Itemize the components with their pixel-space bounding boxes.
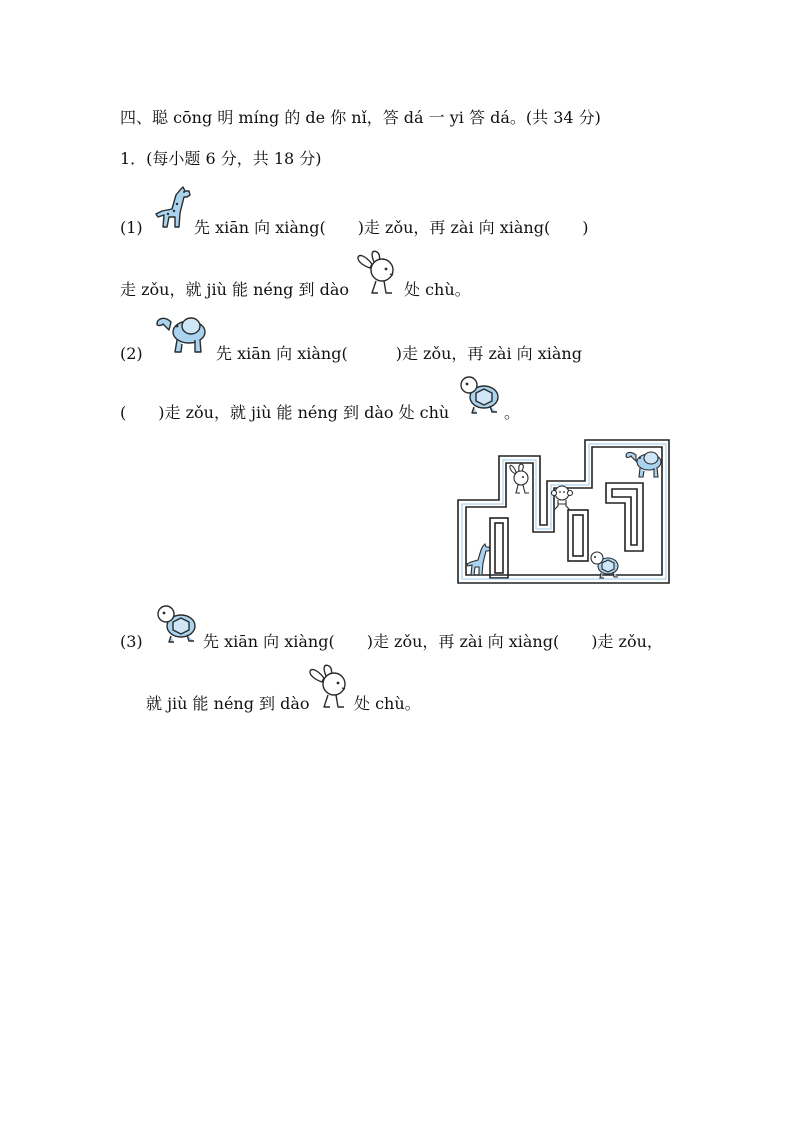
turtle-icon — [589, 551, 621, 579]
q1-text-a: 先 xiān 向 xiàng( )走 zǒu，再 zài 向 xiàng( ) — [194, 218, 589, 237]
giraffe-icon — [150, 186, 194, 234]
q3-text-b: 就 jiù 能 néng 到 dào — [146, 694, 310, 713]
elephant-icon — [624, 446, 666, 480]
turtle-icon — [155, 604, 199, 644]
question-title: 1．(每小题 6 分，共 18 分) — [120, 149, 322, 168]
q1-text-c: 处 chù。 — [404, 280, 471, 299]
q2-number: (2) — [120, 344, 143, 363]
q1-text-b: 走 zǒu，就 jiù 能 néng 到 dào — [120, 280, 350, 299]
rabbit-icon — [508, 462, 534, 496]
q1-number: (1) — [120, 218, 143, 237]
q3-text-c: 处 chù。 — [354, 694, 421, 713]
q3-number: (3) — [120, 632, 143, 651]
section-heading: 四、聪 cōng 明 míng 的 de 你 nǐ，答 dá 一 yi 答 dá。(共 34 分) — [120, 108, 601, 127]
giraffe-icon — [463, 543, 493, 583]
q2-text-c: 。 — [504, 403, 521, 422]
rabbit-icon — [308, 664, 354, 712]
turtle-icon — [458, 375, 502, 415]
monkey-icon — [550, 484, 574, 514]
rabbit-icon — [356, 250, 402, 298]
q2-text-a: 先 xiān 向 xiàng( )走 zǒu，再 zài 向 xiàng — [216, 344, 582, 363]
elephant-icon — [155, 310, 211, 356]
q2-text-b: ( )走 zǒu，就 jiù 能 néng 到 dào 处 chù — [120, 403, 450, 422]
q3-text-a: 先 xiān 向 xiàng( )走 zǒu，再 zài 向 xiàng( )走 zǒu， — [203, 632, 663, 651]
